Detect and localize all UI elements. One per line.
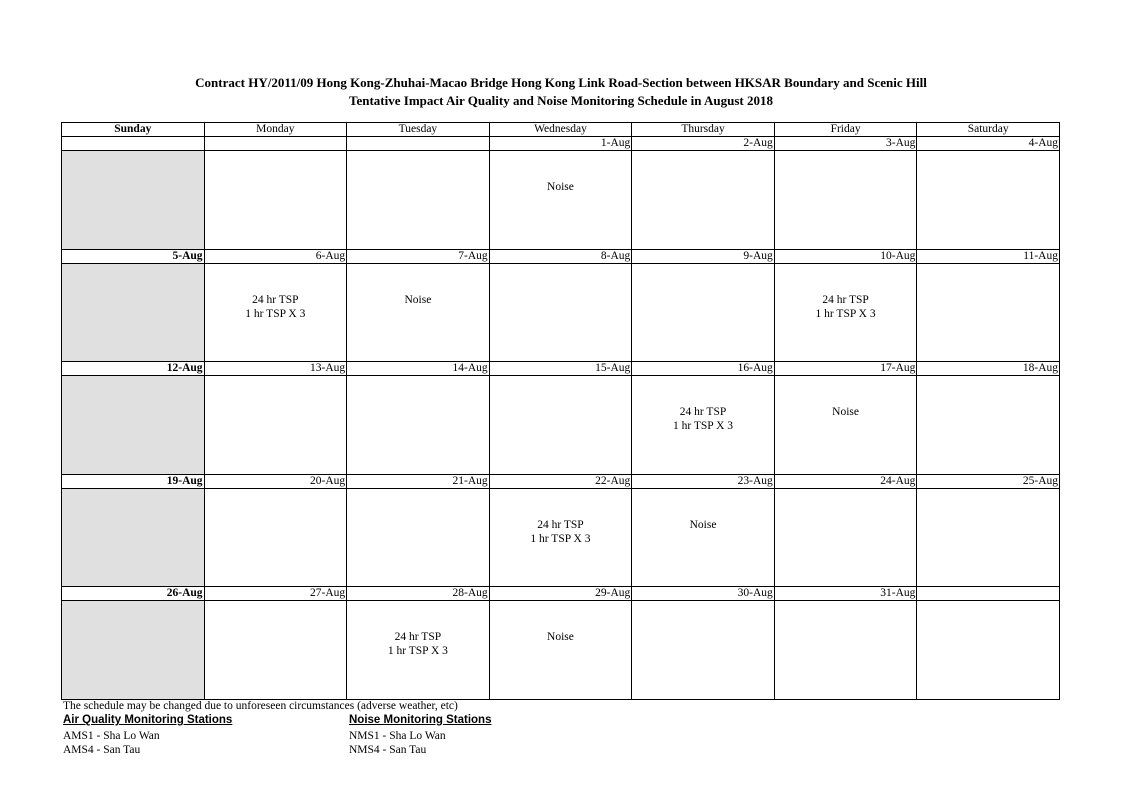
date-cell: 14-Aug (347, 362, 490, 376)
date-cell: 18-Aug (917, 362, 1060, 376)
day-cell (347, 151, 490, 250)
date-cell: 24-Aug (774, 474, 917, 488)
noise-station-item: NMS4 - San Tau (349, 744, 427, 756)
monitoring-event: 1 hr TSP X 3 (672, 420, 734, 433)
date-cell: 31-Aug (774, 587, 917, 601)
date-cell: 5-Aug (62, 249, 205, 263)
day-cell (632, 376, 775, 475)
date-cell: 25-Aug (917, 474, 1060, 488)
day-cell (489, 263, 632, 362)
day-cell (62, 488, 205, 587)
day-cell (917, 488, 1060, 587)
monitoring-event: 24 hr TSP (394, 631, 442, 644)
day-cell (917, 151, 1060, 250)
day-cell (62, 151, 205, 250)
air-stations-heading: Air Quality Monitoring Stations (63, 714, 233, 726)
date-cell: 2-Aug (632, 137, 775, 151)
monitoring-event: Noise (832, 406, 860, 419)
day-cell (347, 601, 490, 700)
date-row (62, 474, 1060, 488)
weekday-header: Thursday (632, 123, 775, 137)
date-cell: 1-Aug (489, 137, 632, 151)
weekday-header: Monday (204, 123, 347, 137)
date-row (62, 249, 1060, 263)
weekday-header: Tuesday (347, 123, 490, 137)
day-cell (489, 376, 632, 475)
monitoring-event: 1 hr TSP X 3 (530, 532, 591, 545)
day-cell (632, 488, 775, 587)
noise-station-item: NMS1 - Sha Lo Wan (349, 730, 446, 742)
day-cell (204, 601, 347, 700)
day-cell (489, 151, 632, 250)
calendar-table (61, 122, 1060, 700)
day-cell (917, 263, 1060, 362)
day-cell (204, 488, 347, 587)
date-cell: 10-Aug (774, 249, 917, 263)
schedule-footnote: The schedule may be changed due to unforeseen circumstances (adverse weather, etc) (63, 700, 458, 712)
date-cell: 28-Aug (347, 587, 490, 601)
monitoring-event: 24 hr TSP (822, 293, 869, 306)
schedule-row (62, 601, 1060, 700)
monitoring-event: Noise (404, 293, 432, 306)
date-row (62, 587, 1060, 601)
noise-stations-heading: Noise Monitoring Stations (349, 714, 492, 726)
date-cell: 16-Aug (632, 362, 775, 376)
day-cell (347, 376, 490, 475)
day-cell (204, 151, 347, 250)
monitoring-event: Noise (689, 518, 717, 531)
day-cell (774, 151, 917, 250)
schedule-row (62, 151, 1060, 250)
day-cell (204, 263, 347, 362)
schedule-row (62, 488, 1060, 587)
monitoring-event: 24 hr TSP (537, 518, 584, 531)
date-cell: 4-Aug (917, 137, 1060, 151)
date-cell (917, 587, 1060, 601)
date-cell (204, 137, 347, 151)
date-cell: 15-Aug (489, 362, 632, 376)
day-cell (774, 263, 917, 362)
date-cell: 9-Aug (632, 249, 775, 263)
weekday-header-row (62, 123, 1060, 137)
date-cell (347, 137, 490, 151)
day-cell (62, 263, 205, 362)
date-cell: 23-Aug (632, 474, 775, 488)
date-cell: 13-Aug (204, 362, 347, 376)
day-cell (774, 376, 917, 475)
day-cell (347, 263, 490, 362)
weekday-header: Saturday (917, 123, 1060, 137)
weekday-header: Wednesday (489, 123, 632, 137)
air-station-item: AMS4 - San Tau (63, 744, 141, 756)
day-cell (204, 376, 347, 475)
air-station-item: AMS1 - Sha Lo Wan (63, 730, 160, 742)
day-cell (347, 488, 490, 587)
weekday-header: Sunday (62, 123, 205, 137)
date-cell: 20-Aug (204, 474, 347, 488)
date-row (62, 362, 1060, 376)
date-cell: 19-Aug (62, 474, 205, 488)
monitoring-event: Noise (547, 181, 574, 194)
document-title: Contract HY/2011/09 Hong Kong-Zhuhai-Macao Bridge Hong Kong Link Road-Section between HKSAR Boundary and Scenic Hill (195, 75, 927, 90)
day-cell (489, 488, 632, 587)
schedule-row (62, 376, 1060, 475)
date-cell: 21-Aug (347, 474, 490, 488)
monitoring-event: 1 hr TSP X 3 (815, 307, 876, 320)
day-cell (774, 488, 917, 587)
date-cell: 6-Aug (204, 249, 347, 263)
document-subtitle: Tentative Impact Air Quality and Noise Monitoring Schedule in August 2018 (349, 93, 773, 108)
date-row (62, 137, 1060, 151)
schedule-row (62, 263, 1060, 362)
day-cell (62, 601, 205, 700)
date-cell: 22-Aug (489, 474, 632, 488)
day-cell (917, 376, 1060, 475)
date-cell: 27-Aug (204, 587, 347, 601)
monitoring-event: 1 hr TSP X 3 (245, 307, 306, 320)
monitoring-event: 1 hr TSP X 3 (387, 645, 448, 658)
day-cell (62, 376, 205, 475)
monitoring-event: 24 hr TSP (252, 293, 299, 306)
date-cell (62, 137, 205, 151)
date-cell: 11-Aug (917, 249, 1060, 263)
date-cell: 17-Aug (774, 362, 917, 376)
date-cell: 26-Aug (62, 587, 205, 601)
date-cell: 7-Aug (347, 249, 490, 263)
date-cell: 8-Aug (489, 249, 632, 263)
date-cell: 12-Aug (62, 362, 205, 376)
day-cell (489, 601, 632, 700)
day-cell (632, 263, 775, 362)
day-cell (774, 601, 917, 700)
weekday-header: Friday (774, 123, 917, 137)
monitoring-event: Noise (547, 631, 574, 644)
date-cell: 29-Aug (489, 587, 632, 601)
monitoring-event: 24 hr TSP (679, 406, 727, 419)
day-cell (917, 601, 1060, 700)
day-cell (632, 601, 775, 700)
date-cell: 3-Aug (774, 137, 917, 151)
day-cell (632, 151, 775, 250)
date-cell: 30-Aug (632, 587, 775, 601)
